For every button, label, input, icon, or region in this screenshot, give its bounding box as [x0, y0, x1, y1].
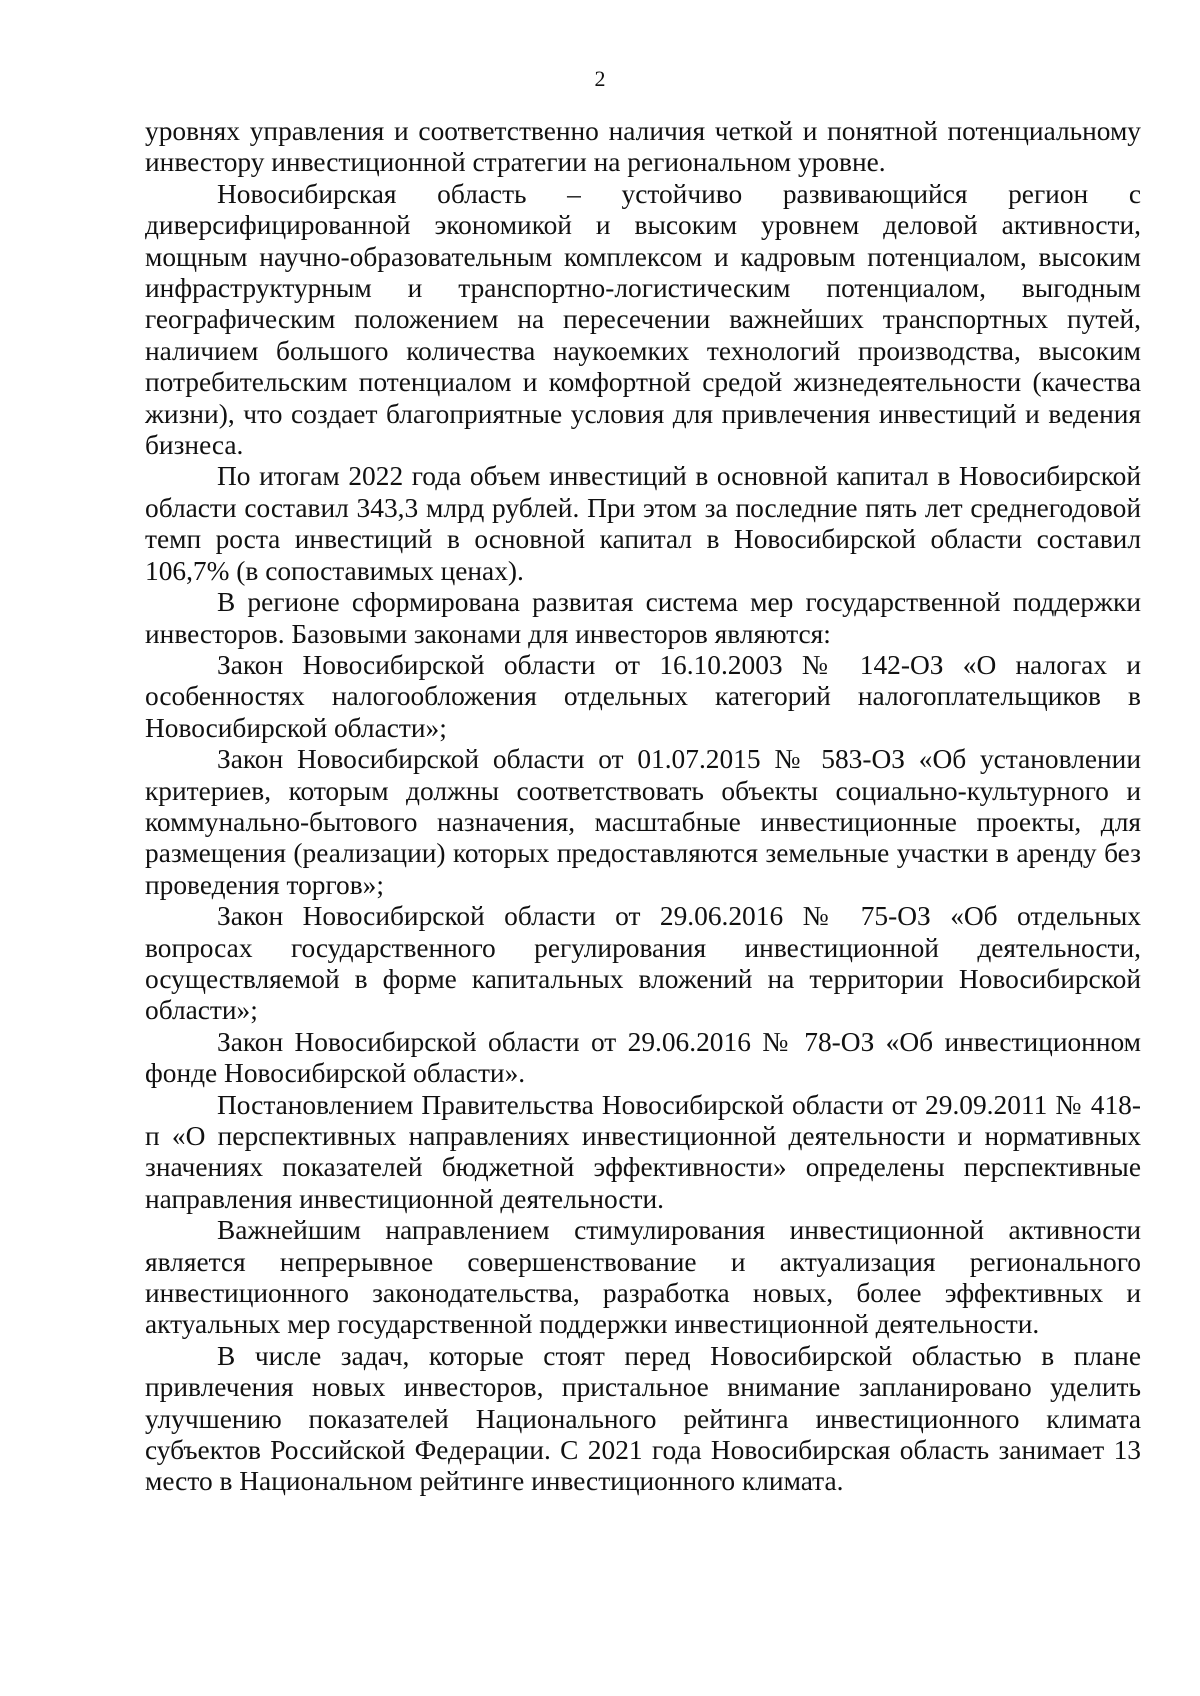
paragraph-law-142-oz: Закон Новосибирской области от 16.10.2003 № 142-ОЗ «О налогах и особенностях налогообложения отдельных категорий налогоплательщиков в Новосибирской области»;	[145, 649, 1141, 743]
paragraph-region-overview: Новосибирская область – устойчиво развивающийся регион с диверсифицированной экономикой и высоким уровнем деловой активности, мощным научно-образовательным комплексом и кадровым потенциалом, высоким инфраструктурным и транспортно-логистическим потенциалом, выгодным географическим положением на пересечении важнейших транспортных путей, наличием большого количества наукоемких технологий производства, высоким потребительским потенциалом и комфортной средой жизнедеятельности (качества жизни), что создает благоприятные условия для привлечения инвестиций и ведения бизнеса.	[145, 178, 1141, 461]
paragraph-law-78-oz: Закон Новосибирской области от 29.06.2016 № 78-ОЗ «Об инвестиционном фонде Новосибирской области».	[145, 1026, 1141, 1089]
paragraph-national-rating: В числе задач, которые стоят перед Новосибирской областью в плане привлечения новых инвесторов, пристальное внимание запланировано уделить улучшению показателей Национального рейтинга инвестиционного климата субъектов Российской Федерации. С 2021 года Новосибирская область занимает 13 место в Национальном рейтинге инвестиционного климата.	[145, 1340, 1141, 1497]
paragraph-law-583-oz: Закон Новосибирской области от 01.07.2015 № 583-ОЗ «Об установлении критериев, которым должны соответствовать объекты социально-культурного и коммунально-бытового назначения, масштабные инвестиционные проекты, для размещения (реализации) которых предоставляются земельные участки в аренду без проведения торгов»;	[145, 744, 1141, 900]
paragraph-continuation: уровнях управления и соответственно наличия четкой и понятной потенциальному инвестору инвестиционной стратегии на региональном уровне.	[145, 116, 1141, 178]
paragraph-support-system: В регионе сформирована развитая система мер государственной поддержки инвесторов. Базовыми законами для инвесторов являются:	[145, 587, 1141, 649]
paragraph-resolution-418-p: Постановлением Правительства Новосибирской области от 29.09.2011 № 418-п «О перспективных направлениях инвестиционной деятельности и нормативных значениях показателей бюджетной эффективности» определены перспективные направления инвестиционной деятельности.	[145, 1089, 1141, 1214]
paragraph-legislation-improvement: Важнейшим направлением стимулирования инвестиционной активности является непрерывное совершенствование и актуализация регионального инвестиционного законодательства, разработка новых, более эффективных и актуальных мер государственной поддержки инвестиционной деятельности.	[145, 1215, 1141, 1340]
document-body	[145, 116, 1141, 1498]
page-number: 2	[594, 66, 606, 91]
paragraph-law-75-oz: Закон Новосибирской области от 29.06.2016 № 75-ОЗ «Об отдельных вопросах государственного регулирования инвестиционной деятельности, осуществляемой в форме капитальных вложений на территории Новосибирской области»;	[145, 901, 1141, 1026]
paragraph-investment-results-2022: По итогам 2022 года объем инвестиций в основной капитал в Новосибирской области составил 343,3 млрд рублей. При этом за последние пять лет среднегодовой темп роста инвестиций в основной капитал в Новосибирской области составил 106,7% (в сопоставимых ценах).	[145, 461, 1141, 586]
